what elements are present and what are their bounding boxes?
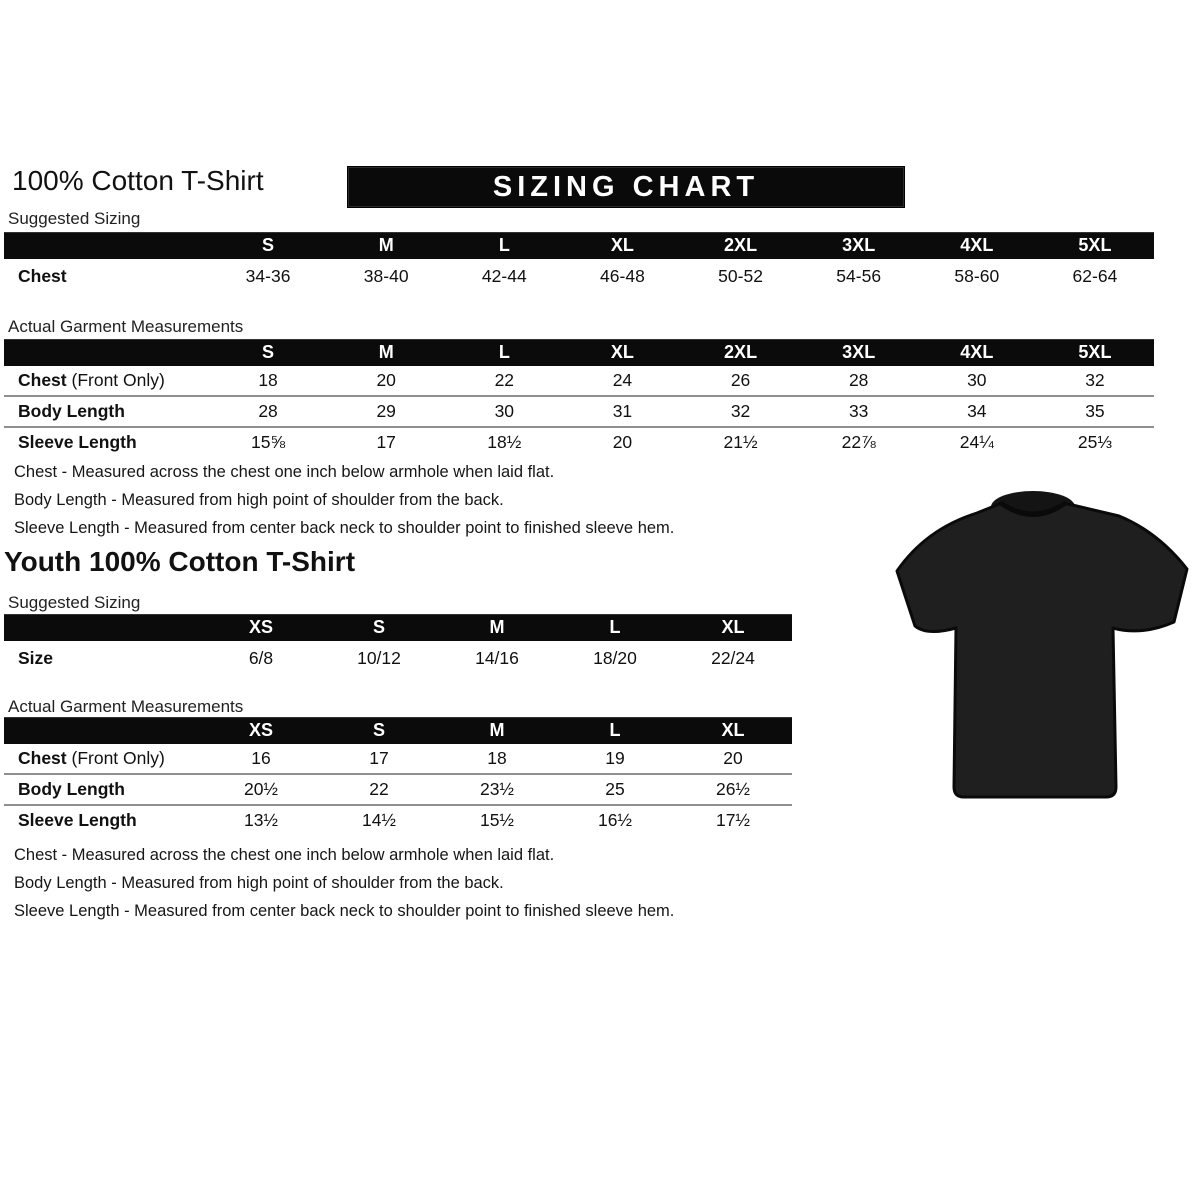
table-cell: 28 (258, 401, 278, 421)
row-label-suffix: (Front Only) (66, 370, 165, 390)
table-cell: 28 (848, 370, 869, 390)
adult-suggested-label: Suggested Sizing (8, 209, 141, 228)
row-label (4, 748, 202, 769)
table-cell: 18½ (487, 432, 522, 452)
size-col-header: 4XL (960, 235, 994, 255)
table-cell: 13½ (243, 810, 279, 830)
table-cell: 20½ (243, 779, 279, 799)
size-col-header: S (262, 235, 275, 255)
table-cell: 18/20 (593, 647, 637, 668)
youth-title: Youth 100% Cotton T-Shirt (4, 546, 356, 577)
size-col-header: XL (721, 720, 745, 740)
table-cell: 10/12 (357, 647, 401, 668)
table-cell: 22/24 (711, 647, 755, 668)
table-row (4, 426, 1154, 457)
row-label-main: Chest (18, 748, 67, 768)
table-cell: 62-64 (1072, 265, 1118, 286)
sizing-chart-banner: SIZING CHART (347, 166, 905, 208)
youth-actual-header-row (4, 717, 792, 744)
table-cell: 46-48 (600, 265, 645, 286)
table-row (4, 641, 792, 675)
table-cell: 25⅓ (1077, 432, 1112, 452)
note-line: Body Length - Measured from high point of shoulder from the back. (14, 491, 504, 509)
size-col-header: 3XL (842, 342, 876, 362)
row-label: Body Length (18, 779, 125, 799)
row-label: Size (18, 647, 54, 668)
size-col-header: S (372, 720, 385, 740)
youth-actual-label: Actual Garment Measurements (8, 697, 244, 716)
table-cell: 54-56 (836, 265, 882, 286)
table-row (4, 395, 1154, 426)
size-col-header: 5XL (1078, 342, 1112, 362)
note-line: Body Length - Measured from high point of shoulder from the back. (14, 874, 504, 892)
size-col-header: XS (248, 720, 273, 740)
table-cell: 30 (967, 370, 987, 390)
table-cell: 22 (369, 779, 389, 799)
table-row (4, 366, 1154, 395)
row-label: Body Length (18, 401, 125, 421)
row-label: Sleeve Length (18, 432, 137, 452)
table-cell: 58-60 (954, 265, 1000, 286)
size-col-header: L (498, 342, 510, 362)
table-cell: 30 (494, 401, 515, 421)
row-label: Chest (18, 265, 67, 286)
table-cell: 20 (376, 370, 396, 390)
size-col-header: M (489, 617, 505, 637)
size-col-header: 3XL (842, 235, 876, 255)
note-line: Sleeve Length - Measured from center back neck to shoulder point to finished sleeve hem. (14, 519, 675, 537)
size-col-header: XL (721, 617, 745, 637)
table-cell: 33 (848, 401, 869, 421)
youth-suggested-header-row (4, 614, 792, 641)
size-col-header: 4XL (960, 342, 994, 362)
size-col-header: L (609, 720, 621, 740)
table-cell: 26½ (715, 779, 751, 799)
table-cell: 18 (487, 748, 507, 768)
adult-suggested-table (4, 232, 1154, 293)
table-cell: 17½ (715, 810, 751, 830)
table-cell: 34-36 (245, 265, 291, 286)
adult-actual-table (4, 339, 1154, 457)
table-row (4, 773, 792, 804)
table-cell: 16½ (597, 810, 633, 830)
table-cell: 20 (612, 432, 633, 452)
note-line: Chest - Measured across the chest one inch below armhole when laid flat. (14, 463, 555, 481)
table-cell: 50-52 (718, 265, 763, 286)
table-cell: 6/8 (248, 647, 274, 668)
row-label (4, 370, 209, 391)
adult-actual-label: Actual Garment Measurements (8, 317, 244, 336)
table-cell: 29 (376, 401, 396, 421)
size-col-header: 2XL (724, 342, 758, 362)
size-col-header: 5XL (1078, 235, 1112, 255)
size-col-header: M (378, 342, 394, 362)
size-col-header: S (372, 617, 385, 637)
tshirt-body (897, 503, 1187, 797)
table-cell: 25 (605, 779, 625, 799)
table-cell: 18 (258, 370, 278, 390)
table-cell: 19 (605, 748, 625, 768)
table-cell: 20 (723, 748, 743, 768)
table-cell: 38-40 (363, 265, 409, 286)
size-col-header: 2XL (724, 235, 758, 255)
adult-suggested-header-row (4, 232, 1154, 259)
table-cell: 24 (612, 370, 633, 390)
table-row (4, 804, 792, 835)
row-label-main: Chest (18, 370, 67, 390)
youth-actual-table (4, 717, 792, 835)
table-cell: 32 (730, 401, 751, 421)
table-cell: 21½ (723, 432, 758, 452)
adult-title: 100% Cotton T-Shirt (12, 165, 264, 196)
table-cell: 31 (612, 401, 633, 421)
size-col-header: M (378, 235, 394, 255)
table-cell: 14/16 (475, 647, 519, 668)
table-cell: 17 (369, 748, 389, 768)
size-col-header: XL (610, 235, 634, 255)
row-label: Sleeve Length (18, 810, 137, 830)
table-cell: 22⅞ (841, 432, 876, 452)
table-cell: 15⅝ (251, 432, 286, 452)
size-col-header: M (489, 720, 505, 740)
adult-measurement-notes (14, 458, 674, 542)
size-col-header: XL (610, 342, 634, 362)
table-cell: 42-44 (481, 265, 527, 286)
table-cell: 15½ (479, 810, 515, 830)
note-line: Chest - Measured across the chest one inch below armhole when laid flat. (14, 846, 555, 864)
table-cell: 16 (251, 748, 271, 768)
youth-suggested-table (4, 614, 792, 675)
size-col-header: L (609, 617, 621, 637)
table-cell: 24¼ (959, 432, 994, 452)
table-cell: 35 (1085, 401, 1105, 421)
table-cell: 34 (967, 401, 987, 421)
table-cell: 32 (1085, 370, 1105, 390)
table-cell: 26 (730, 370, 751, 390)
table-cell: 22 (494, 370, 515, 390)
table-cell: 17 (376, 432, 396, 452)
youth-measurement-notes (14, 841, 674, 925)
table-row (4, 259, 1154, 293)
size-col-header: L (498, 235, 510, 255)
tshirt-image (882, 475, 1200, 815)
size-col-header: XS (248, 617, 273, 637)
table-cell: 14½ (361, 810, 397, 830)
table-cell: 23½ (479, 779, 515, 799)
youth-suggested-label: Suggested Sizing (8, 593, 141, 612)
table-row (4, 744, 792, 773)
row-label-suffix: (Front Only) (66, 748, 165, 768)
size-col-header: S (262, 342, 275, 362)
adult-actual-header-row (4, 339, 1154, 366)
note-line: Sleeve Length - Measured from center back neck to shoulder point to finished sleeve hem. (14, 902, 675, 920)
